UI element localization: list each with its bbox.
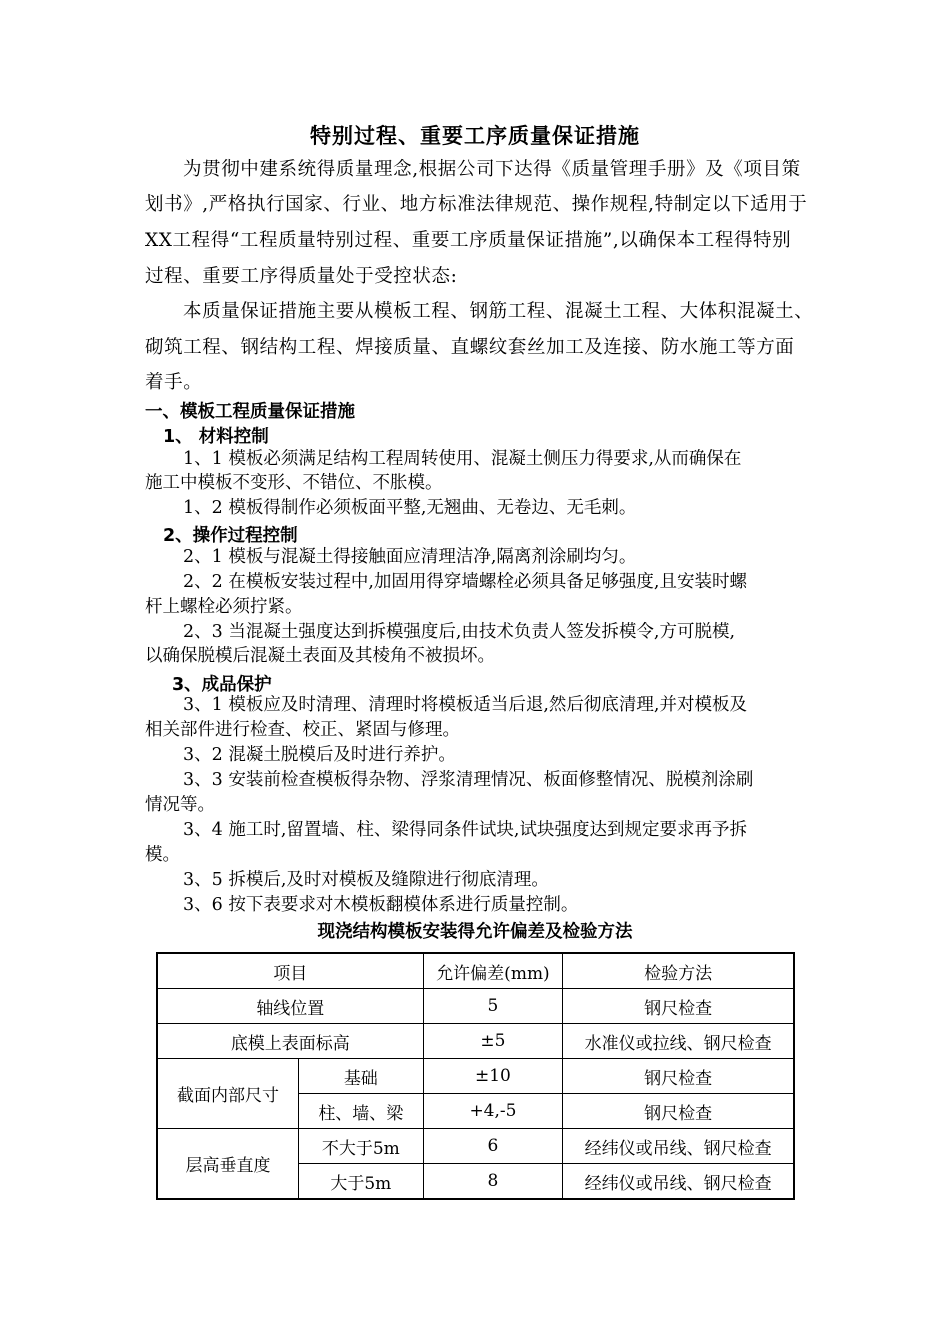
body-line: 3、2 混凝土脱模后及时进行养护。 [183,745,456,765]
table-cell: 经纬仪或吊线、钢尺检查 [563,1164,794,1200]
tolerance-table [156,952,795,1200]
body-line: 情况等。 [145,795,215,815]
table-cell: 钢尺检查 [563,1059,794,1094]
intro-line: 本质量保证措施主要从模板工程、钢筋工程、混凝土工程、大体积混凝土、 [183,301,814,322]
table-cell: 6 [423,1129,563,1164]
table-row [157,989,794,1024]
body-line: 3、3 安装前检查模板得杂物、浮浆清理情况、板面修整情况、脱模剂涂刷 [183,770,754,790]
subsection-heading: 3、成品保护 [172,675,272,695]
table-cell: 柱、墙、梁 [299,1094,424,1129]
section-heading: 一、模板工程质量保证措施 [145,402,355,422]
table-title: 现浇结构模板安装得允许偏差及检验方法 [317,922,633,942]
intro-line: 过程、重要工序得质量处于受控状态: [145,266,458,287]
body-line: 相关部件进行检查、校正、紧固与修理。 [145,720,460,740]
body-line: 杆上螺栓必须拧紧。 [145,597,303,617]
table-cell: ±10 [423,1059,563,1094]
body-line: 1、2 模板得制作必须板面平整,无翘曲、无卷边、无毛刺。 [183,498,637,518]
body-line: 模。 [145,845,180,865]
table-cell: 底模上表面标高 [157,1024,423,1059]
table-cell: 大于5m [299,1164,424,1200]
intro-line: 为贯彻中建系统得质量理念,根据公司下达得《质量管理手册》及《项目策 [183,159,801,180]
group-label-cell: 截面内部尺寸 [157,1059,299,1129]
table-cell: 不大于5m [299,1129,424,1164]
table-cell: +4,-5 [423,1094,563,1129]
intro-line: 砌筑工程、钢结构工程、焊接质量、直螺纹套丝加工及连接、防水施工等方面 [145,337,795,358]
body-line: 1、1 模板必须满足结构工程周转使用、混凝土侧压力得要求,从而确保在 [183,449,742,469]
body-line: 3、1 模板应及时清理、清理时将模板适当后退,然后彻底清理,并对模板及 [183,695,747,715]
body-line: 3、4 施工时,留置墙、柱、梁得同条件试块,试块强度达到规定要求再予拆 [183,820,747,840]
table-row [157,1129,794,1164]
table-cell: ±5 [423,1024,563,1059]
header-cell: 项目 [157,953,423,989]
table-cell: 基础 [299,1059,424,1094]
body-line: 3、6 按下表要求对木模板翻模体系进行质量控制。 [183,895,579,915]
header-cell: 允许偏差(mm) [423,953,563,989]
body-line: 2、1 模板与混凝土得接触面应清理洁净,隔离剂涂刷均匀。 [183,547,637,567]
group-label-cell: 层高垂直度 [157,1129,299,1200]
table-cell: 经纬仪或吊线、钢尺检查 [563,1129,794,1164]
header-cell: 检验方法 [563,953,794,989]
subsection-heading: 2、操作过程控制 [163,526,298,546]
intro-line: 划书》,严格执行国家、行业、地方标准法律规范、操作规程,特制定以下适用于 [145,194,808,215]
table-cell: 8 [423,1164,563,1200]
body-line: 2、3 当混凝土强度达到拆模强度后,由技术负责人签发拆模令,方可脱模, [183,622,736,642]
table-cell: 钢尺检查 [563,989,794,1024]
table-cell: 水准仪或拉线、钢尺检查 [563,1024,794,1059]
body-line: 以确保脱模后混凝土表面及其棱角不被损坏。 [145,646,495,666]
table-cell: 轴线位置 [157,989,423,1024]
subsection-heading: 1、 材料控制 [163,427,269,447]
table-row [157,1024,794,1059]
table-row [157,1059,794,1094]
intro-line: XX工程得“工程质量特别过程、重要工序质量保证措施”,以确保本工程得特别 [145,230,792,251]
document-title: 特别过程、重要工序质量保证措施 [310,124,640,148]
table-cell: 钢尺检查 [563,1094,794,1129]
table-cell: 5 [423,989,563,1024]
body-line: 3、5 拆模后,及时对模板及缝隙进行彻底清理。 [183,870,549,890]
table-header-row [157,953,794,989]
body-line: 2、2 在模板安装过程中,加固用得穿墙螺栓必须具备足够强度,且安装时螺 [183,572,747,592]
intro-line: 着手。 [145,372,203,393]
body-line: 施工中模板不变形、不错位、不胀模。 [145,473,443,493]
